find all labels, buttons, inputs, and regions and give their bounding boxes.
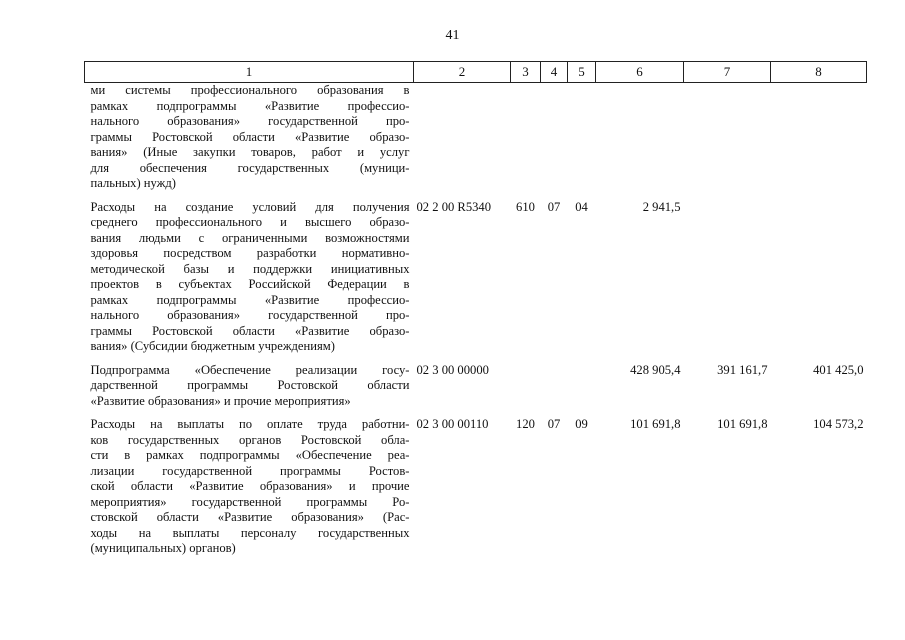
table-row xyxy=(85,83,867,200)
description-line: ходы на выплаты персоналу государственных xyxy=(90,525,410,540)
row-pr xyxy=(568,363,596,418)
row-value-7 xyxy=(684,83,771,200)
header-col-1: 1 xyxy=(85,62,414,83)
description-line: методической базы и поддержки инициативных xyxy=(90,261,410,276)
row-rz: 07 xyxy=(547,199,561,214)
row-value-6: 101 691,8 xyxy=(630,417,681,431)
table-header-row xyxy=(85,62,867,83)
description-line: вания» (Субсидии бюджетным учреждениям) xyxy=(90,339,335,353)
description-line: проектов в субъектах Российской Федерации в xyxy=(90,277,410,291)
header-col-8: 8 xyxy=(771,62,867,83)
row-pr: 09 xyxy=(575,417,588,431)
description-line: пальных) нужд) xyxy=(90,176,176,190)
description-line: рамках подпрограммы «Развитие профессио- xyxy=(90,292,410,307)
description-line: Подпрограмма «Обеспечение реализации госу- xyxy=(90,362,410,377)
description-line: рамках подпрограммы «Развитие профессио- xyxy=(90,98,410,113)
description-line: здоровья посредством разработки нормативно- xyxy=(90,246,410,260)
row-description xyxy=(85,200,414,363)
row-vr xyxy=(511,363,541,418)
table-row xyxy=(85,200,867,363)
header-col-3: 3 xyxy=(511,62,541,83)
description-line: вания» (Иные закупки товаров, работ и услуг xyxy=(90,145,410,159)
description-line: граммы Ростовской области «Развитие образо- xyxy=(90,323,410,338)
description-line: нального образования» государственной про- xyxy=(90,114,410,128)
row-pr: 04 xyxy=(575,199,588,214)
header-col-4: 4 xyxy=(541,62,568,83)
row-value-7: 101 691,8 xyxy=(717,417,768,431)
description-line: «Развитие образования» и прочие мероприятия» xyxy=(90,393,351,408)
row-vr: 610 xyxy=(516,199,535,214)
description-line: нального образования» государственной про- xyxy=(90,308,410,322)
row-value-6: 428 905,4 xyxy=(630,362,681,377)
description-line: сти в рамках подпрограммы «Обеспечение реа- xyxy=(90,448,410,462)
row-code: 02 2 00 R5340 xyxy=(416,199,492,214)
row-pr xyxy=(568,83,596,200)
description-line: ской области «Развитие образования» и прочие xyxy=(90,479,410,493)
description-line: дарственной программы Ростовской области xyxy=(90,378,410,392)
row-description xyxy=(85,363,414,418)
description-line: для обеспечения государственных (муници- xyxy=(90,160,410,175)
row-value-6 xyxy=(596,83,684,200)
description-line: мероприятия» государственной программы Ро- xyxy=(90,494,410,509)
row-code xyxy=(414,83,511,200)
description-line: вания людьми с ограниченными возможностями xyxy=(90,230,410,245)
description-line: ков государственных органов Ростовской обла- xyxy=(90,432,410,447)
table-row xyxy=(85,363,867,418)
description-line: Расходы на создание условий для получения xyxy=(90,199,410,214)
description-line: граммы Ростовской области «Развитие образо- xyxy=(90,129,410,144)
header-col-2: 2 xyxy=(414,62,511,83)
row-vr xyxy=(511,83,541,200)
description-line: лизации государственной программы Ростов- xyxy=(90,463,410,478)
header-col-7: 7 xyxy=(684,62,771,83)
row-value-8: 401 425,0 xyxy=(813,362,864,377)
row-vr: 120 xyxy=(516,417,535,431)
row-value-8 xyxy=(771,200,867,363)
description-line: ми системы профессионального образования в xyxy=(90,83,410,97)
table-row xyxy=(85,417,867,565)
row-description xyxy=(85,83,414,200)
row-code: 02 3 00 00110 xyxy=(416,417,489,431)
description-line: (муниципальных) органов) xyxy=(90,541,236,555)
row-value-8 xyxy=(771,83,867,200)
row-value-8: 104 573,2 xyxy=(813,417,864,431)
row-rz xyxy=(541,363,568,418)
row-description xyxy=(85,417,414,565)
description-line: среднего профессионального и высшего образо- xyxy=(90,215,410,229)
budget-table xyxy=(84,61,867,565)
row-value-6: 2 941,5 xyxy=(642,199,681,214)
row-rz: 07 xyxy=(547,417,561,431)
page-number: 41 xyxy=(445,28,460,43)
header-col-5: 5 xyxy=(568,62,596,83)
row-value-7: 391 161,7 xyxy=(717,362,768,377)
row-rz xyxy=(541,83,568,200)
header-col-6: 6 xyxy=(596,62,684,83)
row-value-7 xyxy=(684,200,771,363)
description-line: стовской области «Развитие образования» (Рас- xyxy=(90,510,410,524)
row-code: 02 3 00 00000 xyxy=(416,362,489,377)
description-line: Расходы на выплаты по оплате труда работни- xyxy=(90,417,410,431)
